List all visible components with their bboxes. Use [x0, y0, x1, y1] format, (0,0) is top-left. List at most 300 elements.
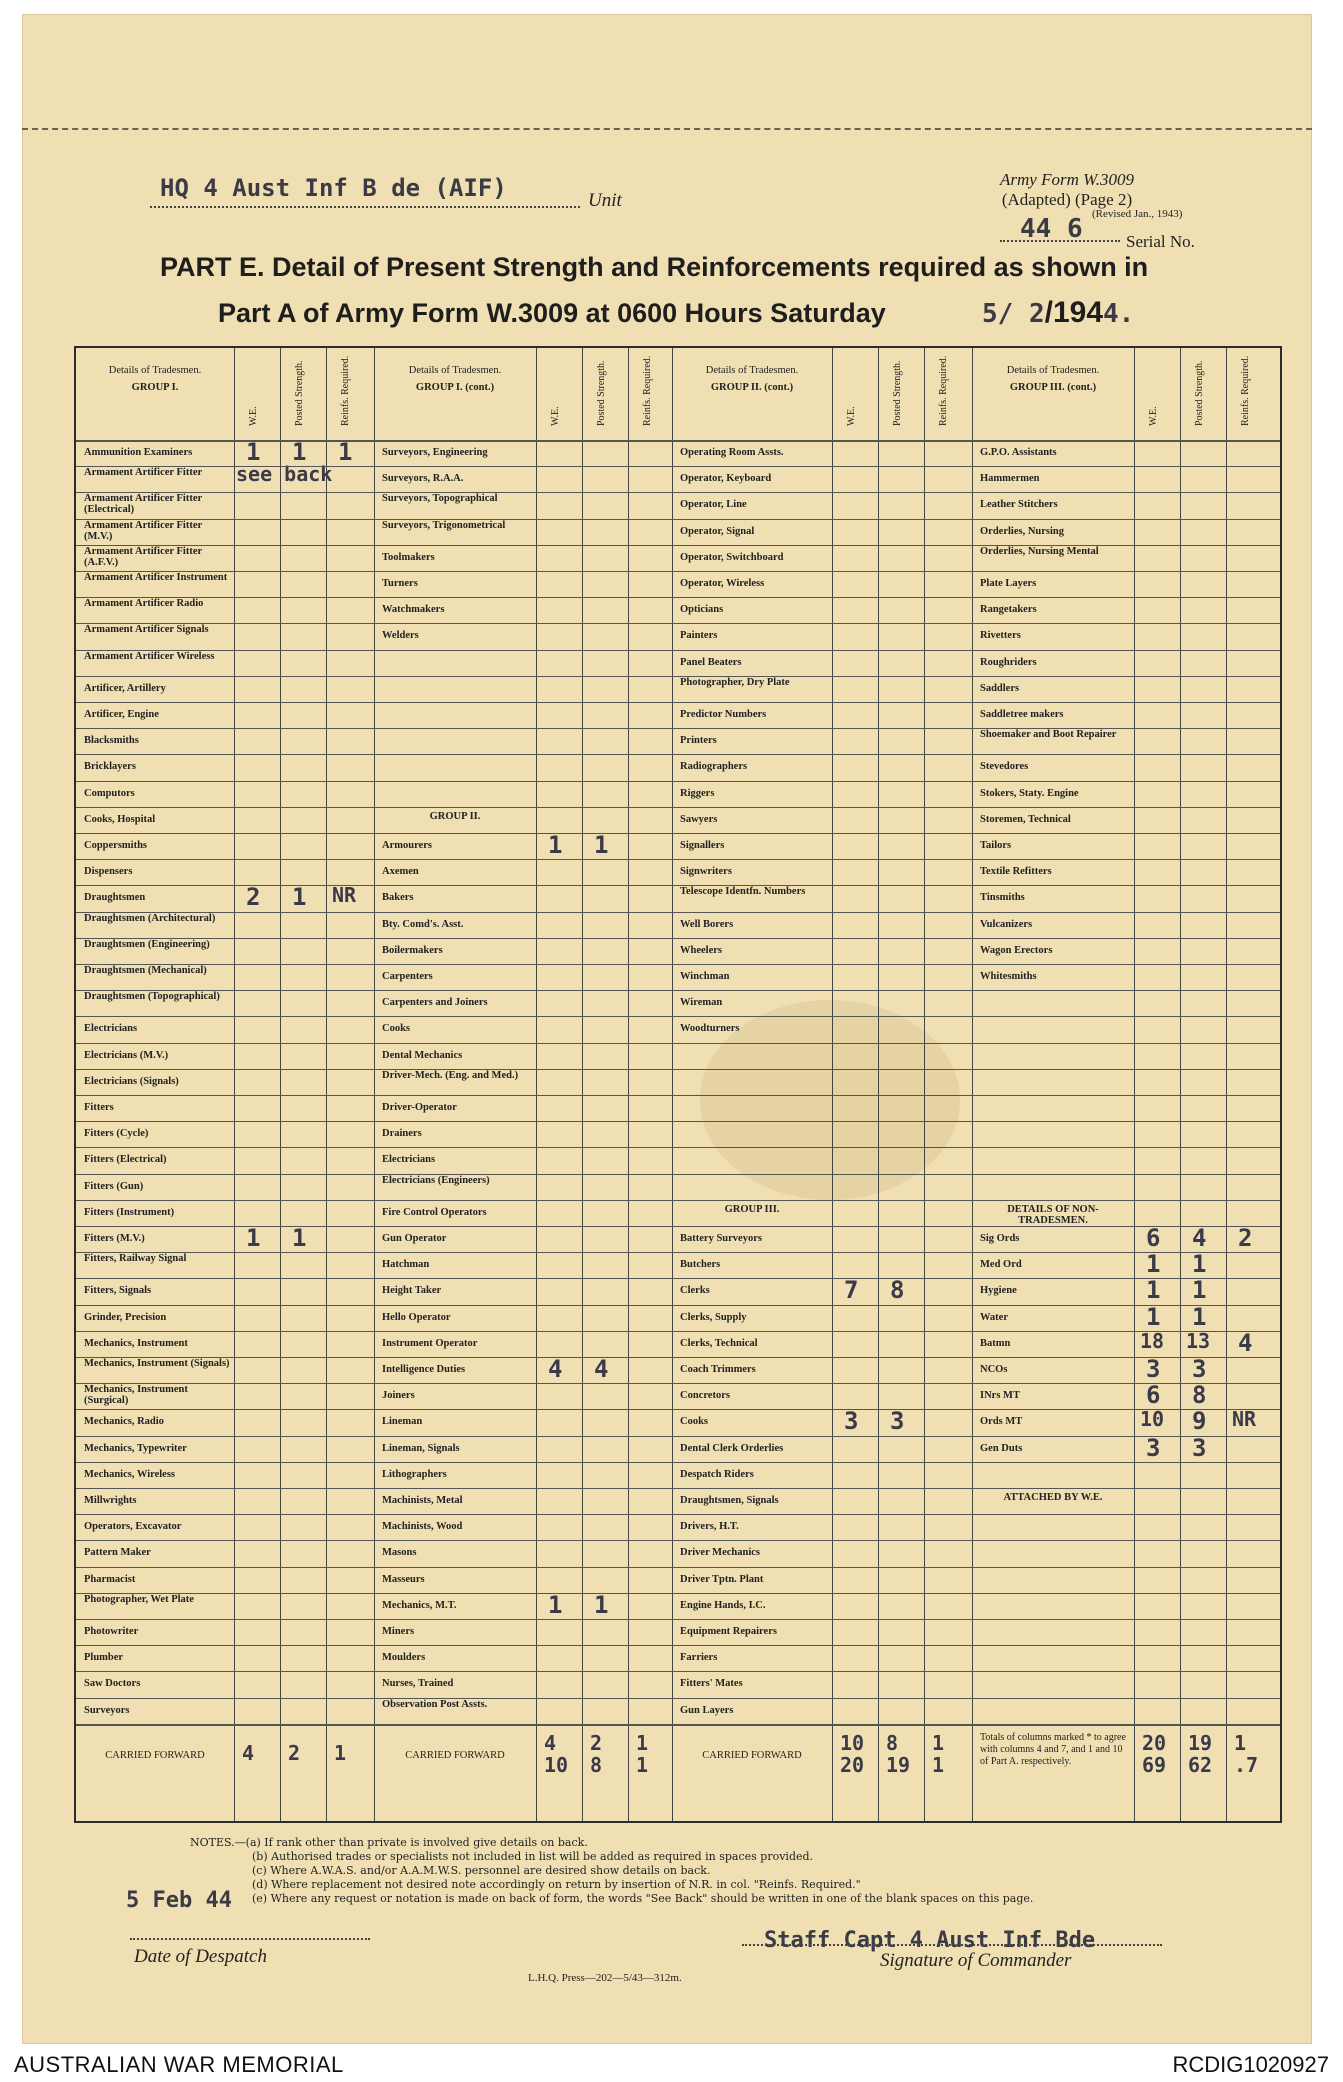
trade-label: Riggers	[680, 787, 715, 799]
total-we: 20 69	[1142, 1730, 1167, 1777]
note-line: (b) Authorised trades or specialists not included in list will be added as required in spaces provided.	[252, 1850, 814, 1863]
column-header-details	[82, 364, 228, 394]
trade-label: Draughtsmen (Engineering)	[84, 938, 210, 950]
form-line2: (Adapted) (Page 2)	[1001, 190, 1133, 209]
trade-label: Fitters (Cycle)	[84, 1128, 149, 1140]
header-details-label: Details of Tradesmen.	[1006, 365, 1100, 376]
trade-label: Lineman	[382, 1416, 423, 1428]
total-rr: 1 .7	[1234, 1730, 1259, 1777]
row-divider	[76, 1488, 1280, 1489]
trade-label: Draughtsmen (Architectural)	[84, 912, 216, 924]
row-divider	[76, 1069, 1280, 1070]
trade-label: Surveyors	[84, 1704, 130, 1716]
column-divider	[536, 348, 537, 1821]
entry-rr: 1	[338, 438, 353, 466]
header-we: W.E.	[1148, 406, 1159, 426]
trade-label: Artificer, Engine	[84, 709, 159, 720]
total-rr: 1 1	[636, 1730, 649, 1777]
trade-label: Computors	[84, 787, 135, 799]
entry-we: 6	[1146, 1224, 1161, 1252]
despatch-line	[130, 1938, 370, 1940]
column-divider	[280, 348, 281, 1821]
row-divider	[76, 1252, 1280, 1253]
trade-label: Whitesmiths	[980, 971, 1037, 982]
trade-label: Draughtsmen, Signals	[680, 1495, 779, 1506]
trade-label: Tinsmiths	[980, 892, 1025, 904]
archive-credit: AUSTRALIAN WAR MEMORIAL	[14, 2052, 344, 2077]
entry-ps: 13	[1186, 1328, 1211, 1353]
trade-label: Orderlies, Nursing	[980, 525, 1064, 537]
header-posted: Posted Strength.	[294, 360, 305, 426]
trade-label: Wheelers	[680, 944, 722, 956]
trade-label: Equipment Repairers	[680, 1626, 777, 1637]
see-back-note: see back	[236, 462, 333, 487]
trade-label: Sawyers	[680, 813, 718, 825]
entry-we: 1	[548, 831, 563, 859]
entry-we: 1	[1146, 1302, 1161, 1331]
year-prefix: /194	[1044, 296, 1104, 329]
column-divider	[832, 348, 833, 1821]
row-divider	[76, 1436, 1280, 1437]
column-divider	[878, 348, 879, 1821]
total-ps: 8 19	[886, 1730, 911, 1777]
column-divider	[972, 348, 973, 1821]
column-divider	[1180, 348, 1181, 1821]
entry-ps: 1	[292, 438, 307, 466]
despatch-label: Date of Despatch	[134, 1946, 267, 1967]
trade-label: Hello Operator	[382, 1311, 451, 1323]
trade-label: Fitters, Signals	[84, 1285, 152, 1297]
column-header-details	[380, 364, 530, 394]
trade-label: Butchers	[680, 1259, 721, 1271]
trade-label: Saddlers	[980, 682, 1020, 694]
trade-label: Roughriders	[980, 656, 1037, 668]
entry-we: 1	[1146, 1250, 1161, 1279]
trade-label: Fitters (Instrument)	[84, 1206, 175, 1218]
serial-value: 44 6	[1020, 214, 1083, 244]
trade-label: Height Taker	[382, 1285, 442, 1297]
trade-label: Armament Artificer Fitter (A.F.V.)	[84, 545, 202, 568]
entry-ps: 1	[1192, 1302, 1207, 1331]
entry-we: 10	[1140, 1407, 1165, 1432]
trade-label: Bty. Comd's. Asst.	[382, 918, 464, 930]
trade-label: Plate Layers	[980, 578, 1037, 589]
trade-label: Axemen	[382, 866, 419, 878]
row-divider	[76, 545, 1280, 546]
column-divider	[374, 348, 375, 1821]
trade-label: Winchman	[680, 971, 730, 982]
row-divider	[76, 1095, 1280, 1096]
trade-label: Carpenters and Joiners	[382, 997, 488, 1009]
trade-label: Masseurs	[382, 1573, 425, 1585]
trade-label: Plumber	[84, 1652, 124, 1664]
entry-ps: 4	[1192, 1224, 1207, 1252]
trade-label: Vulcanizers	[980, 918, 1033, 930]
entry-we: 1	[548, 1590, 563, 1619]
total-rr: 1 1	[932, 1730, 945, 1777]
row-divider	[76, 1147, 1280, 1148]
trade-label: Bricklayers	[84, 761, 136, 773]
row-divider	[76, 833, 1280, 834]
row-divider	[76, 964, 1280, 965]
trade-label: Turners	[382, 578, 418, 589]
trade-label: Drivers, H.T.	[680, 1521, 739, 1533]
trade-label: Panel Beaters	[680, 656, 742, 668]
row-divider	[76, 728, 1280, 729]
trade-label: Instrument Operator	[382, 1337, 478, 1349]
trade-label: Coppersmiths	[84, 840, 148, 851]
trade-label: Artificer, Artillery	[84, 682, 166, 694]
trade-label: Electricians	[84, 1023, 138, 1035]
trade-label: Hammermen	[980, 473, 1040, 485]
trade-label: Joiners	[382, 1390, 415, 1402]
trade-label: Opticians	[680, 604, 724, 616]
row-divider	[76, 990, 1280, 991]
page-subtitle	[218, 298, 886, 329]
entry-we: 1	[1146, 1276, 1161, 1305]
trade-label: Batmn	[980, 1337, 1011, 1349]
trade-label: Operating Room Assts.	[680, 447, 784, 458]
header-posted: Posted Strength.	[892, 360, 903, 426]
row-divider	[76, 702, 1280, 703]
row-divider	[76, 1593, 1280, 1594]
trade-label: Boilermakers	[382, 944, 443, 956]
trade-label: Pattern Maker	[84, 1547, 151, 1559]
trade-label: Lineman, Signals	[382, 1442, 460, 1454]
row-divider	[76, 1409, 1280, 1410]
row-divider	[76, 1331, 1280, 1332]
trade-label: Observation Post Assts.	[382, 1698, 488, 1710]
column-divider	[1226, 348, 1227, 1821]
trade-label: Driver-Operator	[382, 1102, 457, 1113]
header-we: W.E.	[846, 406, 857, 426]
carried-forward-label: CARRIED FORWARD	[702, 1749, 802, 1761]
entry-we: 6	[1146, 1381, 1161, 1410]
totals-divider	[76, 1724, 1280, 1726]
header-details-label: Details of Tradesmen.	[408, 365, 502, 376]
trade-label: Ammunition Examiners	[84, 447, 193, 458]
row-divider	[76, 571, 1280, 572]
trade-label: Welders	[382, 630, 419, 642]
unit-value: HQ 4 Aust Inf B de (AIF)	[160, 174, 507, 202]
header-reinfs: Reinfs. Required.	[1240, 355, 1251, 426]
header-posted: Posted Strength.	[1194, 360, 1205, 426]
press-imprint: L.H.Q. Press—202—5/43—312m.	[528, 1972, 682, 1984]
trade-label: Machinists, Metal	[382, 1495, 463, 1506]
trade-label: Watchmakers	[382, 604, 445, 616]
row-divider	[76, 1278, 1280, 1279]
trade-label: Rangetakers	[980, 604, 1037, 616]
trade-label: Operator, Signal	[680, 525, 755, 537]
trade-label: Fitters, Railway Signal	[84, 1253, 187, 1265]
trade-label: Med Ord	[980, 1259, 1022, 1271]
trade-label: Lithographers	[382, 1468, 447, 1480]
trade-label: Printers	[680, 735, 717, 747]
form-line1: Army Form W.3009	[1000, 170, 1134, 189]
total-ps: 2 8	[590, 1730, 603, 1777]
totals-note: Totals of columns marked * to agree with columns 4 and 7, and 1 and 10 of Part A. respectively.	[980, 1731, 1126, 1767]
serial-line	[1000, 240, 1120, 242]
trade-label: Storemen, Technical	[980, 813, 1071, 825]
trade-label: Millwrights	[84, 1495, 137, 1506]
entry-we: 3	[1146, 1355, 1161, 1383]
trade-label: Fire Control Operators	[382, 1206, 487, 1218]
trade-label: Mechanics, Instrument (Surgical)	[84, 1384, 188, 1407]
trade-label: Surveyors, Trigonometrical	[382, 519, 506, 531]
row-divider	[76, 1383, 1280, 1384]
trade-label: Gun Layers	[680, 1704, 734, 1716]
trade-label: Telescope Identfn. Numbers	[680, 886, 806, 898]
header-group-label: GROUP I.	[131, 382, 179, 393]
row-divider	[76, 1671, 1280, 1672]
trade-label: Toolmakers	[382, 551, 435, 563]
trade-label: Armament Artificer Signals	[84, 624, 209, 636]
entry-we: 18	[1140, 1328, 1165, 1353]
trade-label: Operator, Keyboard	[680, 473, 772, 485]
trade-label: Operator, Line	[680, 499, 747, 511]
trade-label: Predictor Numbers	[680, 709, 767, 720]
trade-label: Moulders	[382, 1652, 426, 1664]
row-divider	[76, 519, 1280, 520]
entry-ps: 3	[1192, 1433, 1207, 1462]
row-divider	[76, 1174, 1280, 1175]
trade-label: Armourers	[382, 840, 432, 851]
note-line: (c) Where A.W.A.S. and/or A.A.M.W.S. personnel are desired show details on back.	[252, 1864, 711, 1877]
trade-label: Cooks	[680, 1416, 709, 1428]
carried-forward-label: CARRIED FORWARD	[405, 1749, 505, 1761]
date-value: 5/ 2	[982, 299, 1045, 329]
entry-ps: 1	[292, 1224, 307, 1252]
trade-label: Machinists, Wood	[382, 1521, 463, 1533]
trade-label: Surveyors, Topographical	[382, 493, 498, 505]
row-divider	[76, 1016, 1280, 1017]
trade-label: Operator, Wireless	[680, 578, 765, 589]
trade-label: Surveyors, R.A.A.	[382, 473, 464, 485]
entry-ps: 1	[292, 883, 307, 912]
trade-label: Fitters' Mates	[680, 1678, 743, 1690]
trade-label: Fitters (Gun)	[84, 1180, 144, 1192]
entry-we: 3	[1146, 1433, 1161, 1462]
header-reinfs: Reinfs. Required.	[938, 355, 949, 426]
total-rr: 1	[334, 1740, 347, 1765]
entry-we: 7	[844, 1276, 859, 1305]
row-divider	[76, 1305, 1280, 1306]
trade-label: Rivetters	[980, 630, 1021, 642]
trade-label: Draughtsmen (Mechanical)	[84, 965, 207, 976]
entry-ps: 9	[1192, 1407, 1207, 1436]
trade-label: Sig Ords	[980, 1233, 1020, 1244]
entry-we: 1	[246, 438, 261, 466]
trade-label: Stokers, Staty. Engine	[980, 787, 1079, 799]
form-number	[1000, 170, 1134, 210]
signature-label: Signature of Commander	[880, 1950, 1072, 1971]
trade-label: Radiographers	[680, 761, 748, 773]
trade-label: Miners	[382, 1626, 415, 1637]
trade-label: Mechanics, Instrument	[84, 1337, 188, 1349]
trade-label: INrs MT	[980, 1390, 1020, 1402]
trade-label: Gen Duts	[980, 1442, 1023, 1454]
column-header-details	[678, 364, 826, 394]
trade-label: Dental Clerk Orderlies	[680, 1442, 784, 1454]
trade-label: Armament Artificer Instrument	[84, 572, 228, 583]
trade-label: Cooks, Hospital	[84, 813, 156, 825]
trade-label: Armament Artificer Fitter (M.V.)	[84, 519, 202, 542]
header-we: W.E.	[550, 406, 561, 426]
row-divider	[76, 492, 1280, 493]
title-line2: Part A of Army Form W.3009 at 0600 Hours Saturday	[218, 298, 886, 328]
column-header-details	[978, 364, 1128, 394]
row-divider	[76, 1645, 1280, 1646]
header-group-label: GROUP III. (cont.)	[1009, 382, 1097, 393]
header-we: W.E.	[248, 406, 259, 426]
header-reinfs: Reinfs. Required.	[642, 355, 653, 426]
row-divider	[76, 1698, 1280, 1699]
trade-label: Clerks	[680, 1285, 710, 1297]
trade-label: Mechanics, Radio	[84, 1416, 164, 1428]
entry-we: 2	[246, 883, 261, 912]
row-divider	[76, 1200, 1280, 1201]
entry-ps: 3	[1192, 1355, 1207, 1383]
trade-label: Signallers	[680, 840, 725, 851]
header-details-label: Details of Tradesmen.	[705, 365, 799, 376]
row-divider	[76, 1567, 1280, 1568]
row-divider	[76, 1226, 1280, 1227]
trade-label: Textile Refitters	[980, 866, 1052, 878]
trade-label: Masons	[382, 1547, 417, 1559]
trade-label: Photographer, Dry Plate	[680, 676, 790, 688]
row-divider	[76, 807, 1280, 808]
trade-label: Well Borers	[680, 918, 734, 930]
trade-label: Clerks, Technical	[680, 1337, 758, 1349]
total-we: 10 20	[840, 1730, 865, 1777]
column-divider	[1134, 348, 1135, 1821]
trade-label: Hatchman	[382, 1259, 430, 1271]
trade-label: Despatch Riders	[680, 1468, 754, 1480]
trade-label: Ords MT	[980, 1416, 1023, 1428]
trade-label: Tailors	[980, 840, 1012, 851]
revised-date: (Revised Jan., 1943)	[1092, 208, 1183, 220]
row-divider	[76, 1357, 1280, 1358]
column-divider	[924, 348, 925, 1821]
trade-label: Signwriters	[680, 866, 732, 878]
trade-label: Wireman	[680, 997, 723, 1009]
trade-label: Water	[980, 1311, 1008, 1323]
trade-label: Saddletree makers	[980, 709, 1064, 720]
trade-label: Orderlies, Nursing Mental	[980, 545, 1099, 557]
column-divider	[582, 348, 583, 1821]
trade-label: Gun Operator	[382, 1233, 447, 1244]
trade-label: Concretors	[680, 1390, 730, 1402]
note-line: (e) Where any request or notation is made on back of form, the words "See Back" should be written in one of the blank spaces on this page.	[252, 1892, 1034, 1905]
row-divider	[76, 676, 1280, 677]
perforation-line	[22, 128, 1312, 130]
trade-label: Shoemaker and Boot Repairer	[980, 729, 1117, 741]
row-divider	[76, 1121, 1280, 1122]
trade-label: Driver Tptn. Plant	[680, 1573, 764, 1585]
entry-rr: 2	[1238, 1224, 1253, 1252]
total-ps: 19 62	[1188, 1730, 1213, 1777]
section-heading: GROUP III.	[724, 1203, 780, 1215]
header-group-label: GROUP I. (cont.)	[415, 382, 495, 393]
row-divider	[76, 1043, 1280, 1044]
trade-label: Electricians (M.V.)	[84, 1049, 169, 1061]
trade-label: Engine Hands, I.C.	[680, 1599, 766, 1611]
trade-label: Drainers	[382, 1128, 422, 1140]
section-heading: GROUP II.	[429, 810, 481, 822]
section-heading: ATTACHED BY W.E.	[1003, 1492, 1103, 1503]
header-divider	[76, 440, 1280, 442]
trade-label: NCOs	[980, 1364, 1008, 1375]
row-divider	[76, 1514, 1280, 1515]
page-title: PART E. Detail of Present Strength and Reinforcements required as shown in	[160, 252, 1149, 282]
strength-table	[74, 346, 1282, 1823]
trade-label: Electricians (Signals)	[84, 1075, 179, 1087]
trade-label: Woodturners	[680, 1023, 740, 1035]
header-group-label: GROUP II. (cont.)	[710, 382, 794, 393]
trade-label: Painters	[680, 630, 718, 642]
trade-label: Photographer, Wet Plate	[84, 1593, 194, 1605]
entry-ps: 4	[594, 1355, 609, 1383]
trade-label: Farriers	[680, 1652, 718, 1664]
entry-ps: 1	[1192, 1276, 1207, 1305]
despatch-date-value: 5 Feb 44	[126, 1888, 232, 1913]
row-divider	[76, 859, 1280, 860]
date-field	[982, 296, 1134, 330]
trade-label: Fitters (Electrical)	[84, 1154, 167, 1166]
trade-label: Draughtsmen (Topographical)	[84, 991, 220, 1003]
trade-label: Nurses, Trained	[382, 1678, 454, 1690]
column-divider	[672, 348, 673, 1821]
row-divider	[76, 466, 1280, 467]
trade-label: Clerks, Supply	[680, 1311, 747, 1323]
trade-label: Armament Artificer Radio	[84, 598, 204, 610]
entry-ps: 1	[594, 831, 609, 859]
trade-label: Mechanics, Wireless	[84, 1468, 175, 1480]
entry-ps: 8	[1192, 1381, 1207, 1410]
total-we: 4 10	[544, 1730, 569, 1777]
row-divider	[76, 1619, 1280, 1620]
trade-label: Draughtsmen	[84, 892, 146, 904]
total-we: 4	[242, 1740, 255, 1765]
year-suffix: 4.	[1103, 299, 1135, 329]
row-divider	[76, 912, 1280, 913]
header-details-label: Details of Tradesmen.	[108, 365, 202, 376]
trade-label: Driver-Mech. (Eng. and Med.)	[382, 1069, 519, 1081]
entry-ps: 8	[890, 1276, 905, 1305]
entry-ps: 3	[890, 1407, 905, 1436]
carried-forward-label: CARRIED FORWARD	[105, 1749, 205, 1761]
row-divider	[76, 623, 1280, 624]
entry-we: 1	[246, 1224, 261, 1252]
trade-label: Electricians	[382, 1154, 436, 1166]
row-divider	[76, 1540, 1280, 1541]
trade-label: Mechanics, M.T.	[382, 1599, 457, 1611]
trade-label: Electricians (Engineers)	[382, 1174, 490, 1186]
entry-we: 4	[548, 1355, 563, 1383]
trade-label: Carpenters	[382, 971, 433, 982]
trade-label: Driver Mechanics	[680, 1547, 760, 1559]
trade-label: Coach Trimmers	[680, 1364, 756, 1375]
trade-label: Bakers	[382, 892, 414, 904]
entry-ps: 1	[594, 1590, 609, 1619]
header-reinfs: Reinfs. Required.	[340, 355, 351, 426]
total-ps: 2	[288, 1740, 301, 1765]
trade-label: Intelligence Duties	[382, 1364, 466, 1375]
entry-we: 3	[844, 1407, 859, 1436]
trade-label: G.P.O. Assistants	[980, 447, 1057, 458]
row-divider	[76, 650, 1280, 651]
trade-label: Photowriter	[84, 1626, 139, 1637]
